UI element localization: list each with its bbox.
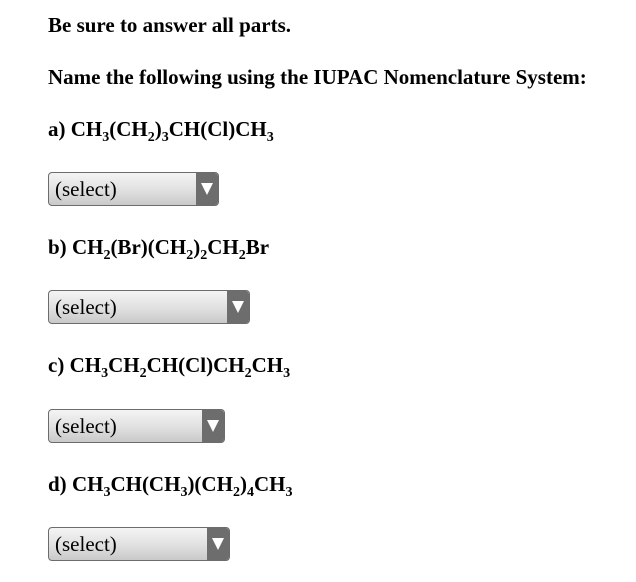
formula-subscript: 2 (147, 130, 155, 145)
question-c-select-value: (select) (55, 414, 117, 438)
formula-subscript: 2 (139, 366, 147, 381)
formula-subscript: 4 (246, 485, 254, 500)
dropdown-arrow-icon[interactable] (207, 528, 229, 560)
question-a (48, 117, 274, 145)
question-b-formula: $CH_2(Br)(CH_2)_2CH_2Br$ (71, 235, 270, 263)
question-b (48, 235, 270, 263)
formula-subscript: 3 (266, 130, 274, 145)
dropdown-arrow-icon[interactable] (227, 291, 249, 323)
formula-subscript: 3 (101, 366, 109, 381)
question-a-select[interactable] (48, 172, 219, 206)
formula-subscript: 3 (103, 485, 111, 500)
question-d (48, 472, 293, 500)
instruction-answer-all: Be sure to answer all parts. (48, 13, 292, 37)
dropdown-arrow-icon[interactable] (196, 173, 218, 205)
question-a-formula: $CH_3(CH_2)_3CH(Cl)CH_3$ (70, 117, 274, 145)
question-c-formula: $CH_3CH_2CH(Cl)CH_2CH_3$ (69, 353, 291, 381)
question-d-label: d) (48, 472, 67, 496)
formula-subscript: 3 (180, 485, 188, 500)
instruction-iupac: Name the following using the IUPAC Nomenclature System: (48, 65, 587, 89)
formula-subscript: 3 (102, 130, 110, 145)
question-b-select-value: (select) (55, 295, 117, 319)
question-a-select-value: (select) (55, 177, 117, 201)
formula-subscript: 2 (186, 248, 194, 263)
question-d-formula: $CH_3CH(CH_3)(CH_2)_4CH_3$ (71, 472, 293, 500)
question-c-select[interactable] (48, 409, 225, 443)
formula-subscript: 2 (200, 248, 208, 263)
formula-subscript: 3 (161, 130, 169, 145)
question-b-select[interactable] (48, 290, 250, 324)
formula-subscript: 2 (232, 485, 240, 500)
formula-subscript: 2 (244, 366, 252, 381)
question-d-select[interactable] (48, 527, 230, 561)
dropdown-arrow-icon[interactable] (202, 410, 224, 442)
formula-subscript: 2 (103, 248, 111, 263)
question-d-select-value: (select) (55, 532, 117, 556)
formula-subscript: 2 (238, 248, 246, 263)
formula-subscript: 3 (285, 485, 293, 500)
question-b-label: b) (48, 235, 67, 259)
formula-subscript: 3 (283, 366, 291, 381)
question-a-label: a) (48, 117, 66, 141)
question-c (48, 353, 291, 381)
question-c-label: c) (48, 353, 65, 377)
